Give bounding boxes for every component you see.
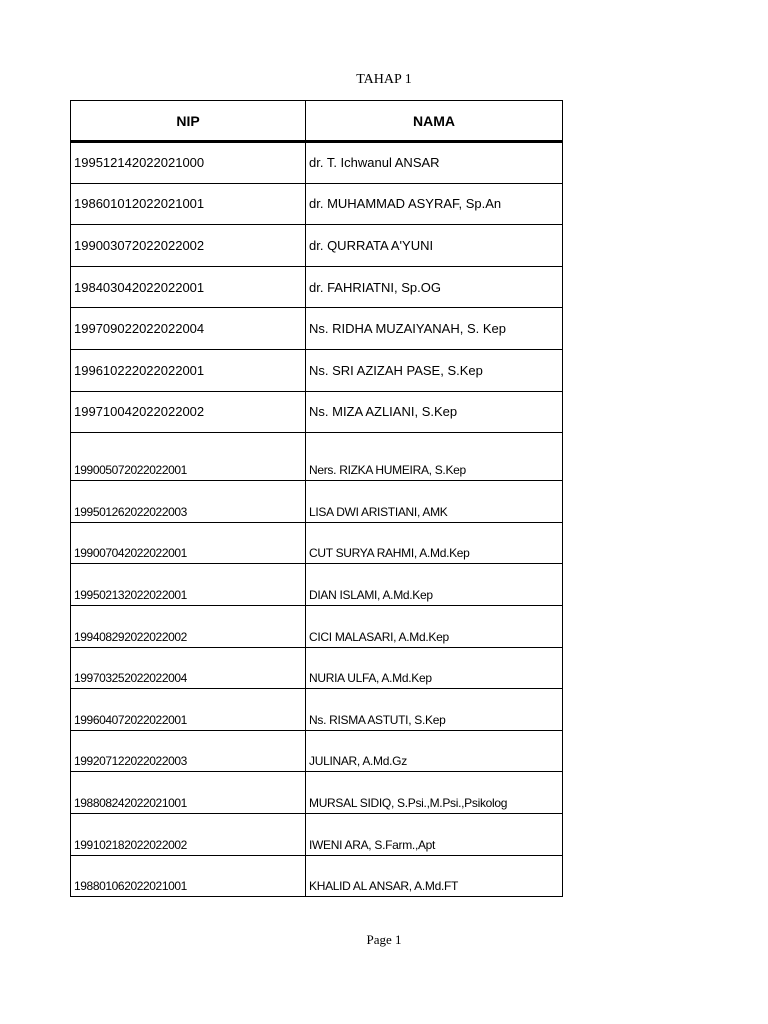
nama-cell: LISA DWI ARISTIANI, AMK xyxy=(306,481,563,523)
table-row xyxy=(71,349,563,391)
nama-cell: dr. FAHRIATNI, Sp.OG xyxy=(306,266,563,308)
nama-cell: Ns. RISMA ASTUTI, S.Kep xyxy=(306,689,563,731)
nama-cell: dr. QURRATA A'YUNI xyxy=(306,225,563,267)
table-row xyxy=(71,481,563,523)
column-header-nip: NIP xyxy=(71,101,306,142)
page-footer xyxy=(0,932,768,948)
nama-cell: KHALID AL ANSAR, A.Md.FT xyxy=(306,855,563,897)
nama-cell: Ns. MIZA AZLIANI, S.Kep xyxy=(306,391,563,433)
nip-cell: 199102182022022002 xyxy=(71,813,306,855)
nip-cell: 198601012022021001 xyxy=(71,183,306,225)
page-title-text: TAHAP 1 xyxy=(356,72,412,87)
nip-cell: 199512142022021000 xyxy=(71,142,306,184)
nip-cell: 199003072022022002 xyxy=(71,225,306,267)
table-row xyxy=(71,183,563,225)
nip-cell: 199501262022022003 xyxy=(71,481,306,523)
table-row xyxy=(71,433,563,481)
table-row xyxy=(71,142,563,184)
nama-cell: Ns. RIDHA MUZAIYANAH, S. Kep xyxy=(306,308,563,350)
nama-cell: Ners. RIZKA HUMEIRA, S.Kep xyxy=(306,433,563,481)
table-row xyxy=(71,308,563,350)
table-row xyxy=(71,522,563,564)
nama-cell: CUT SURYA RAHMI, A.Md.Kep xyxy=(306,522,563,564)
table-row xyxy=(71,730,563,772)
table-row xyxy=(71,225,563,267)
nip-cell: 199408292022022002 xyxy=(71,605,306,647)
table-row xyxy=(71,564,563,606)
nip-cell: 198801062022021001 xyxy=(71,855,306,897)
table-row xyxy=(71,266,563,308)
employee-table xyxy=(70,100,563,897)
page-title xyxy=(0,72,768,88)
table-row xyxy=(71,813,563,855)
nip-cell: 199604072022022001 xyxy=(71,689,306,731)
nama-cell: MURSAL SIDIQ, S.Psi.,M.Psi.,Psikolog xyxy=(306,772,563,814)
page-number: Page 1 xyxy=(366,932,402,947)
nip-cell: 199207122022022003 xyxy=(71,730,306,772)
column-header-nama: NAMA xyxy=(306,101,563,142)
nip-cell: 199703252022022004 xyxy=(71,647,306,689)
table-row xyxy=(71,772,563,814)
table-header-row xyxy=(71,101,563,142)
nip-cell: 199005072022022001 xyxy=(71,433,306,481)
nip-cell: 198403042022022001 xyxy=(71,266,306,308)
nama-cell: dr. MUHAMMAD ASYRAF, Sp.An xyxy=(306,183,563,225)
table-row xyxy=(71,391,563,433)
nama-cell: IWENI ARA, S.Farm.,Apt xyxy=(306,813,563,855)
nip-cell: 199710042022022002 xyxy=(71,391,306,433)
nip-cell: 199007042022022001 xyxy=(71,522,306,564)
nip-cell: 199610222022022001 xyxy=(71,349,306,391)
table-row xyxy=(71,689,563,731)
nip-cell: 199709022022022004 xyxy=(71,308,306,350)
table-row xyxy=(71,647,563,689)
nip-cell: 198808242022021001 xyxy=(71,772,306,814)
nama-cell: NURIA ULFA, A.Md.Kep xyxy=(306,647,563,689)
nama-cell: CICI MALASARI, A.Md.Kep xyxy=(306,605,563,647)
nama-cell: Ns. SRI AZIZAH PASE, S.Kep xyxy=(306,349,563,391)
table-row xyxy=(71,855,563,897)
nama-cell: dr. T. Ichwanul ANSAR xyxy=(306,142,563,184)
nip-cell: 199502132022022001 xyxy=(71,564,306,606)
nama-cell: JULINAR, A.Md.Gz xyxy=(306,730,563,772)
table-row xyxy=(71,605,563,647)
nama-cell: DIAN ISLAMI, A.Md.Kep xyxy=(306,564,563,606)
